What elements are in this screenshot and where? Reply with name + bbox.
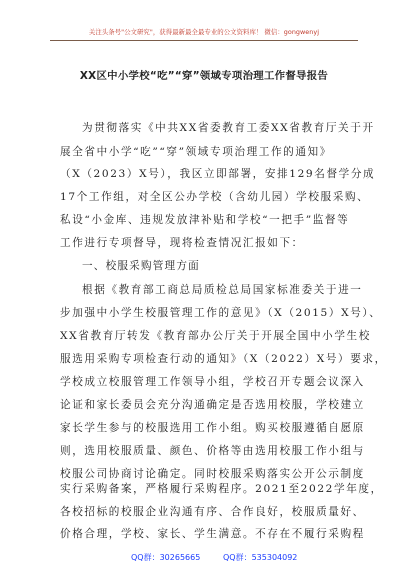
body-line: 校服公司协商讨论确定。同时校服采购落实公开公示制度: [60, 468, 365, 480]
qq-group-2: QQ群：535304092: [223, 553, 298, 562]
body-line: 价格合理，学校、家长、学生满意。不存在不履行采购程: [60, 528, 365, 540]
document-title: XX区中小学校“吃”“穿”领域专项治理工作督导报告: [79, 70, 329, 82]
body-line: 为贯彻落实《中共XX省委教育工委XX省教育厅关于开: [82, 122, 375, 134]
body-line: 服选用采购专项检查行动的通知》（X（2022）X号）要求，: [60, 353, 387, 365]
header-banner: 关注头条号"公文研究"，获得最新最全最专业的公文资料库！ 微信：gongwenyj: [88, 28, 320, 36]
body-line: 根据《教育部工商总局质检总局国家标准委关于进一: [82, 284, 363, 296]
body-line: 步加强中小学生校服管理工作的意见》（X（2015）X号）、: [60, 307, 382, 319]
body-line: 17个工作组，对全区公办学校（含幼儿园）学校服采购、: [60, 191, 370, 203]
header-divider: [50, 40, 358, 41]
body-line: 则，选用校服质量、颜色、价格等由选用校服工作小组与: [60, 445, 365, 457]
qq-group-1: QQ群：30265665: [131, 553, 201, 562]
body-line: 工作进行专项督导，现将检查情况汇报如下：: [60, 237, 304, 249]
body-line: 论证和家长委员会充分沟通确定是否选用校服，学校建立: [60, 399, 365, 411]
body-line: 各校招标的校服企业沟通有序、合作良好，校服质量好、: [60, 506, 365, 518]
footer: [0, 552, 408, 566]
body-line: XX省教育厅转发《教育部办公厅关于开展全国中小学生校: [60, 330, 371, 342]
section-heading: 一、校服采购管理方面: [82, 260, 200, 272]
body-line: 学校成立校服管理工作领导小组，学校召开专题会议深入: [60, 376, 365, 388]
body-line: （X（2023）X号），我区立即部署，安排129名督学分成: [60, 168, 376, 180]
body-line: 家长学生参与的校服选用工作小组。购买校服遵循自愿原: [60, 422, 365, 434]
body-line: 私设“小金库、违规发放津补贴和学校“一把手”监督等: [60, 214, 350, 226]
body-line: 实行采购备案，严格履行采购程序。2021至2022学年度，: [60, 483, 383, 495]
body-line: 展全省中小学“吃”“穿”领域专项治理工作的通知》: [60, 146, 332, 158]
